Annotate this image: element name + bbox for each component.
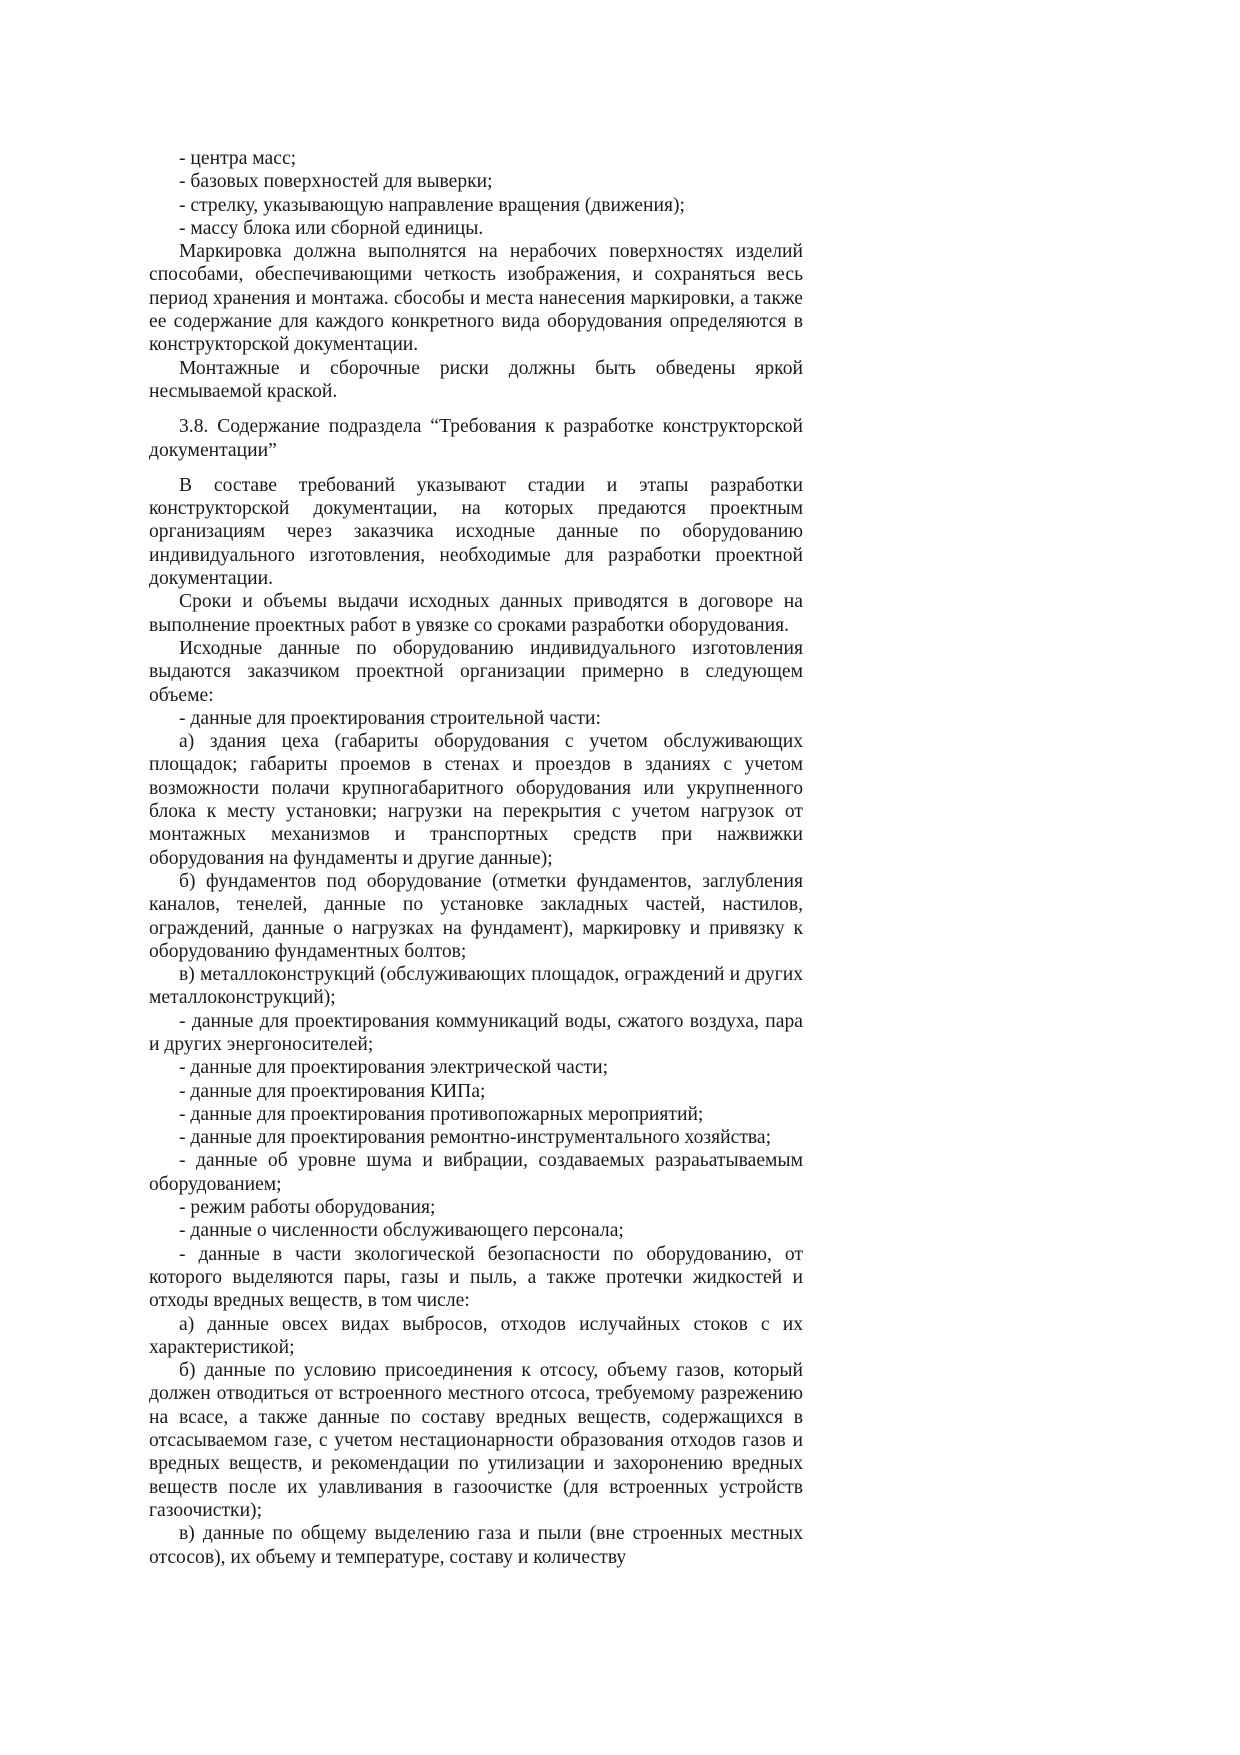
list-item: а) данные овсех видах выбросов, отходов иcлучайных стоков с их характеристикой; <box>149 1313 803 1358</box>
list-item: - данные о численности обслуживающего персонала; <box>179 1220 624 1242</box>
list-item: - данные об уровне шума и вибрации, создаваемых разраьатываемым оборудованием; <box>149 1150 803 1195</box>
list-item: в) металлоконструкций (обслуживающих площадок, ограждений и других металлоконструкций); <box>149 964 803 1009</box>
list-item: - режим работы оборудования; <box>179 1197 436 1219</box>
list-item: б) данные по условию присоединения к отсосу, объему газов, который должен отводиться от встроенного местного отсоса, требуемому разрежению на всасе, а также данные по составу вредных веществ, содержащихся в отсасываемом газе, с учетом нестационарности образования отходов газов и вредных веществ, и рекомендации по утилизации и захоронению вредных веществ после их улавливания в газоочистке (для встроенных устройств газоочистки); <box>149 1360 803 1521</box>
list-item: б) фундаментов под оборудование (отметки фундаментов, заглубления каналов, тенелей, данные по установке закладных частей, настилов, ограждений, данные о нагрузках на фундамент), маркировку и привязку к оборудованию фундаментных болтов; <box>149 870 803 962</box>
list-item: - данные для проектирования электрической части; <box>179 1057 609 1079</box>
list-item: - центра масс; <box>179 148 297 169</box>
list-item: в) данные по общему выделению газа и пыли (вне строенных местных отсосов), их объему и температуре, составу и количеству <box>149 1523 803 1568</box>
paragraph: В составе требований указывают стадии и этапы разработки конструкторской документации, на которых предаются проектным организациям через заказчика исходные данные по оборудованию индивидуального изготовления, необходимые для разработки проектной документации. <box>149 474 803 590</box>
list-item: - данные для проектирования КИПа; <box>179 1080 486 1102</box>
paragraph: Исходные данные по оборудованию индивидуального изготовления выдаются заказчиком проектной организации примерно в следующем объеме: <box>149 637 803 706</box>
list-item: - данные для проектирования ремонтно-инструментального хозяйства; <box>179 1127 772 1149</box>
list-item: - данные для проектирования коммуникаций воды, сжатого воздуха, пара и других энергоносителей; <box>149 1010 803 1055</box>
list-item: - данные для проектирования противопожарных мероприятий; <box>179 1103 704 1125</box>
paragraph: Сроки и объемы выдачи исходных данных приводятся в договоре на выполнение проектных работ в увязке со сроками разработки оборудования. <box>149 591 803 636</box>
list-item: - стрелку, указывающую направление вращения (движения); <box>179 194 685 216</box>
section-heading: 3.8. Содержание подраздела “Требования к разработке конструкторской документации” <box>149 416 803 461</box>
list-item: - массу блока или сборной единицы. <box>179 217 484 239</box>
paragraph: Маркировка должна выполнятся на нерабочих поверхностях изделий способами, обеспечивающими четкость изображения, и сохраняться весь период хранения и монтажа. сбособы и места нанесения маркировки, а также ее содержание для каждого конкретного вида оборудования определяются в конструкторской документации. <box>149 241 803 356</box>
document-page <box>149 147 803 1569</box>
list-item: - базовых поверхностей для выверки; <box>179 171 493 193</box>
list-item: - данные для проектирования строительной части: <box>179 707 601 729</box>
list-item: - данные в части зкологической безопасности по оборудованию, от которого выделяются пары, газы и пыль, а также протечки жидкостей и отходы вредных веществ, в том числе: <box>149 1243 803 1312</box>
paragraph: Монтажные и сборочные риски должны быть обведены яркой несмываемой краской. <box>149 357 803 402</box>
list-item: а) здания цеха (габариты оборудования с учетом обслуживающих площадок; габариты проемов в стенах и проездов в зданиях с учетом возможности полачи крупногабаритного оборудования или укрупненного блока к месту установки; нагрузки на перекрытия с учетом нагрузок от монтажных механизмов и транспортных средств при нажвижки оборудования на фундаменты и другие данные); <box>149 731 803 869</box>
